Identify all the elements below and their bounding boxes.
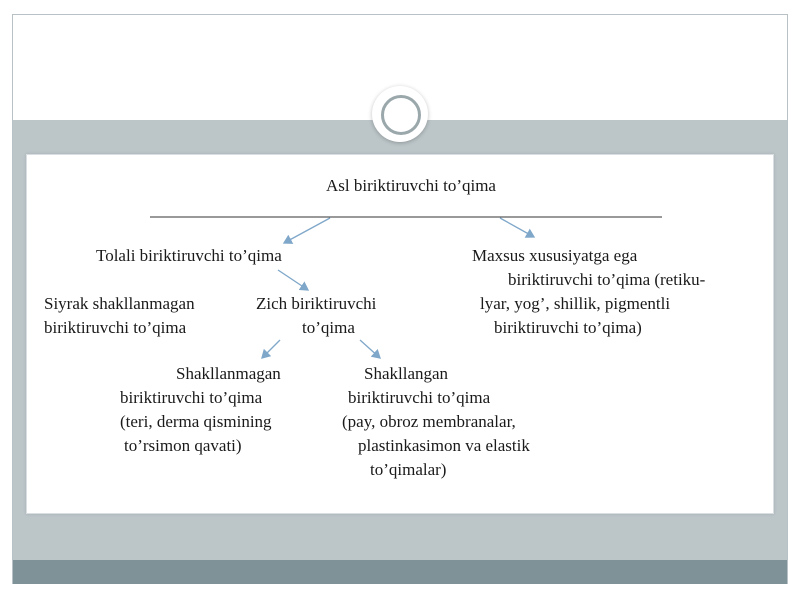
fibrous-node: Tolali biriktiruvchi to’qima [96,246,282,265]
arrow-to-fibrous [284,218,330,243]
loose-line-1: Siyrak shakllanmagan [44,294,195,313]
arrow-to-special [500,218,534,237]
formed-line-3: (pay, obroz membranalar, [342,412,516,431]
unformed-line-3: (teri, derma qismining [120,412,272,431]
unformed-line-2: biriktiruvchi to’qima [120,388,263,407]
dense-line-1: Zich biriktiruvchi [256,294,377,313]
special-line-4: biriktiruvchi to’qima) [494,318,642,337]
unformed-line-4: to’rsimon qavati) [124,436,242,455]
special-line-1: Maxsus xususiyatga ega [472,246,638,265]
special-line-2: biriktiruvchi to’qima (retiku- [508,270,706,289]
arrow-to-dense [278,270,308,290]
formed-line-5: to’qimalar) [370,460,447,479]
formed-line-4: plastinkasimon va elastik [358,436,530,455]
special-line-3: lyar, yog’, shillik, pigmentli [480,294,671,313]
loose-line-2: biriktiruvchi to’qima [44,318,187,337]
root-node: Asl biriktiruvchi to’qima [326,176,496,195]
arrow-to-formed [360,340,380,358]
dense-line-2: to’qima [302,318,355,337]
formed-line-1: Shakllangan [364,364,449,383]
arrow-to-unformed [262,340,280,358]
unformed-line-1: Shakllanmagan [176,364,281,383]
formed-line-2: biriktiruvchi to’qima [348,388,491,407]
